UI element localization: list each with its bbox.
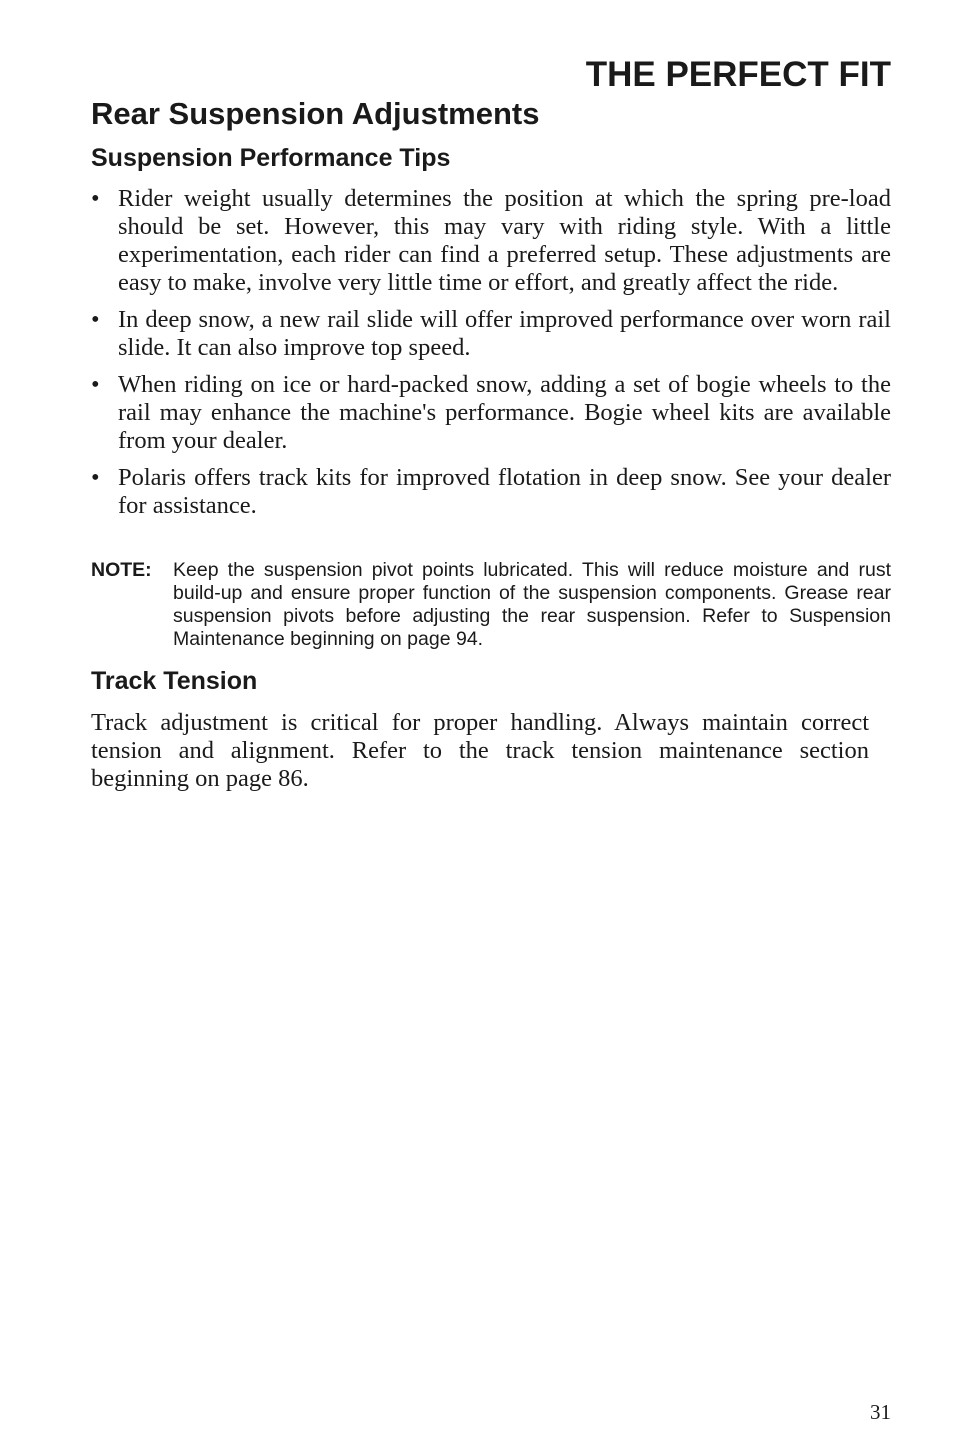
list-item <box>91 306 891 362</box>
bullet-icon: • <box>91 464 100 491</box>
note-text: Keep the suspension pivot points lubricated. This will reduce moisture and rust build-up and ensure proper function of the suspension components. Grease rear suspension pivots before adjusting the rear suspension. Refer to Suspension Maintenance beginning on page 94. <box>173 559 891 650</box>
note-block <box>91 559 891 651</box>
note-label: NOTE: <box>91 559 152 581</box>
performance-tips-title: Suspension Performance Tips <box>91 144 451 172</box>
list-item <box>91 464 891 520</box>
section-title: Rear Suspension Adjustments <box>91 96 540 131</box>
tip-text: Polaris offers track kits for improved flotation in deep snow. See your dealer for assistance. <box>118 464 891 519</box>
track-tension-body: Track adjustment is critical for proper handling. Always maintain correct tension and alignment. Refer to the track tension maintenance section beginning on page 86. <box>91 709 869 792</box>
page-number: 31 <box>870 1400 891 1424</box>
tip-text: In deep snow, a new rail slide will offer improved performance over worn rail slide. It can also improve top speed. <box>118 306 891 361</box>
tip-text: Rider weight usually determines the position at which the spring pre-load should be set. However, this may vary with riding style. With a little experimentation, each rider can find a preferred setup. These adjustments are easy to make, involve very little time or effort, and greatly affect the ride. <box>118 185 891 296</box>
bullet-icon: • <box>91 371 100 398</box>
chapter-title: THE PERFECT FIT <box>585 55 891 94</box>
bullet-icon: • <box>91 185 100 212</box>
tip-text: When riding on ice or hard-packed snow, adding a set of bogie wheels to the rail may enhance the machine's performance. Bogie wheel kits are available from your dealer. <box>118 371 891 454</box>
list-item <box>91 371 891 455</box>
bullet-icon: • <box>91 306 100 333</box>
track-tension-title: Track Tension <box>91 667 258 695</box>
performance-tips-list <box>91 185 891 529</box>
list-item <box>91 185 891 297</box>
